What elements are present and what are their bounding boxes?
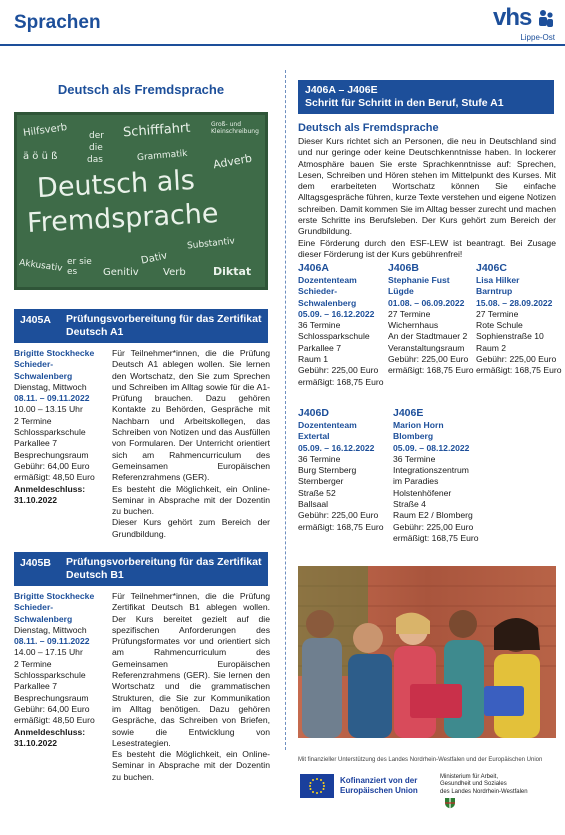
- group-code: J406E: [393, 407, 424, 419]
- location-line: Schwalenberg: [298, 297, 357, 308]
- description-paragraph: Es besteht die Möglichkeit, ein Online-Seminar in Absprache mit der Dozentin zu buchen.: [112, 483, 270, 517]
- dates: 15.08. – 28.09.2022: [476, 297, 553, 308]
- info-line: Sternberger: [298, 476, 344, 487]
- course-group-j406a: [298, 261, 388, 388]
- info-line: 27 Termine: [476, 308, 519, 319]
- course-code: J405B: [20, 557, 51, 569]
- info-line: 2 Termine: [14, 415, 52, 426]
- info-line: Holstenhöfener: [393, 487, 452, 498]
- days: Dienstag, Mittwoch: [14, 624, 87, 635]
- students-photo: [298, 566, 556, 738]
- course-header-j405a: [14, 309, 268, 343]
- course-group-j406b: [388, 261, 476, 377]
- reduced-fee: ermäßigt: 48,50 Euro: [14, 715, 95, 726]
- location-line: Lügde: [388, 286, 414, 297]
- info-line: Wichernhaus: [388, 320, 439, 331]
- fee: Gebühr: 64,00 Euro: [14, 460, 90, 471]
- reduced-fee: ermäßigt: 168,75 Euro: [476, 365, 562, 376]
- info-line: Raum E2 / Blomberg: [393, 510, 473, 521]
- course-group-j406c: [476, 261, 562, 377]
- info-line: 36 Termine: [393, 453, 436, 464]
- chalk-word: Dativ: [140, 250, 169, 267]
- course-name: Schritt für Schritt in den Beruf, Stufe A1: [305, 97, 504, 109]
- teacher: Dozententeam: [298, 275, 357, 285]
- ministry-text-line: des Landes Nordrhein-Westfalen: [440, 788, 528, 795]
- info-line: Raum 2: [476, 342, 507, 353]
- location-line: Schwalenberg: [14, 613, 73, 624]
- group-code: J406D: [298, 407, 329, 419]
- info-line: Raum 1: [298, 354, 329, 365]
- fee: Gebühr: 64,00 Euro: [14, 703, 90, 714]
- nrw-crest-icon: [444, 797, 456, 809]
- description-paragraph: Dieser Kurs gehört zum Bereich der Grundbildung.: [112, 517, 270, 539]
- chalk-word: die: [89, 143, 103, 153]
- dates: 08.11. – 09.11.2022: [14, 636, 90, 647]
- info-line: 2 Termine: [14, 658, 52, 669]
- teacher: Stephanie Fust: [388, 275, 450, 285]
- fee: Gebühr: 225,00 Euro: [298, 510, 379, 521]
- eu-text-line: Kofinanziert von der: [340, 776, 418, 785]
- fee: Gebühr: 225,00 Euro: [298, 365, 379, 376]
- fee: Gebühr: 225,00 Euro: [476, 354, 557, 365]
- info-line: 27 Termine: [388, 308, 431, 319]
- deadline-label: Anmeldeschluss:: [14, 483, 86, 494]
- right-section-heading: Deutsch als Fremdsprache: [298, 122, 439, 134]
- dates: 05.09. – 16.12.2022: [298, 442, 375, 453]
- group-code: J406A: [298, 262, 329, 274]
- teacher: Brigitte Stockhecke: [14, 348, 95, 358]
- course-meta-j405a: [14, 348, 110, 506]
- course-group-j406e: [393, 406, 493, 544]
- description-paragraph: Dieser Kurs richtet sich an Personen, die neu in Deutschland sind und nur geringe oder keine Deutschkenntnisse haben. In lockerer Atmosphäre bauen Sie erste Sprachkenntnisse auf: Sprechen, Lesen, Schreiben und Hören stehen im Mittelpunkt des Kurses. Mit dem erarbeiteten Wortschatz können Sie einfache Alltagsgespräche führen, kurze Texte verstehen und eigene Notizen schreiben. Damit kommen Sie im Alltag besser zurecht und machen erste Schritte ins Berufsleben. Der Kurs gehört zum Bereich der Grundbildung.: [298, 136, 556, 237]
- info-line: im Paradies: [393, 476, 439, 487]
- info-line: Rote Schule: [476, 320, 523, 331]
- chalk-main-line2: Fremdsprache: [26, 198, 220, 239]
- eu-logo: [300, 774, 418, 800]
- course-name: Prüfungsvorbereitung für das Zertifikat Deutsch B1: [66, 556, 262, 581]
- reduced-fee: ermäßigt: 168,75 Euro: [298, 521, 384, 532]
- teacher: Brigitte Stockhecke: [14, 591, 95, 601]
- reduced-fee: ermäßigt: 168,75 Euro: [393, 532, 479, 543]
- page-title: Sprachen: [14, 12, 101, 33]
- course-code: J405A: [20, 314, 51, 326]
- funding-text: Mit finanzieller Unterstützung des Landes Nordrhein-Westfalen und der Europäischen Union: [298, 757, 543, 763]
- chalk-word: Substantiv: [186, 236, 236, 252]
- chalk-word: Grammatik: [136, 148, 188, 164]
- course-meta-j405b: [14, 591, 110, 749]
- reduced-fee: ermäßigt: 168,75 Euro: [388, 365, 474, 376]
- location-line: Blomberg: [393, 431, 434, 442]
- location-line: Schwalenberg: [14, 370, 73, 381]
- course-code-range: J406A – J406E: [305, 84, 378, 96]
- chalk-word: ä ö ü ß: [23, 151, 58, 162]
- ministry-text-line: Ministerium für Arbeit,: [440, 774, 499, 780]
- group-code: J406B: [388, 262, 419, 274]
- chalk-word: das: [87, 155, 103, 165]
- chalk-word: er sie es: [67, 257, 92, 277]
- info-line: Parkallee 7: [14, 438, 57, 449]
- course-header-j405b: [14, 552, 268, 586]
- group-code: J406C: [476, 262, 507, 274]
- chalk-word: der: [89, 131, 104, 141]
- reduced-fee: ermäßigt: 48,50 Euro: [14, 472, 95, 483]
- dates: 08.11. – 09.11.2022: [14, 393, 90, 404]
- info-line: 36 Termine: [298, 453, 341, 464]
- left-section-heading: Deutsch als Fremdsprache: [57, 82, 225, 97]
- location-line: Schieder-: [14, 602, 54, 613]
- fee: Gebühr: 225,00 Euro: [393, 521, 474, 532]
- description-paragraph: Für Teilnehmer*innen, die die Prüfung Zertifikat Deutsch B1 ablegen wollen. Der Kurs bereitet gezielt auf die spezifischen Anforderungen des Prüfungsformates vor und orientiert sich am Rahmencurriculum des Gemeinsamen Europäischen Referenzrahmens (GER). Sie lernen den Wortschatz und die grammatischen Strukturen, die Sie zur Kommunikation im Alltag benötigen. Dazu gehören Gespräche, das Schreiben von Briefen, sowie die Entwicklung von Lesestrategien.: [112, 591, 270, 748]
- column-divider: [285, 70, 286, 750]
- deadline: 31.10.2022: [14, 737, 58, 748]
- info-line: 36 Termine: [298, 320, 341, 331]
- course-group-j406d: [298, 406, 390, 533]
- info-line: Straße 4: [393, 499, 426, 510]
- chalk-word: Verb: [163, 267, 186, 278]
- info-line: Schlossparkschule: [298, 331, 370, 342]
- logo-text: vhs: [493, 4, 532, 31]
- info-line: 10.00 – 13.15 Uhr: [14, 404, 83, 415]
- info-line: Schlossparkschule: [14, 427, 86, 438]
- info-line: Parkallee 7: [298, 342, 341, 353]
- teacher: Marion Horn: [393, 420, 444, 430]
- description-paragraph: Für Teilnehmer*innen, die die Prüfung Deutsch A1 ablegen wollen. Sie lernen den Wortschatz, den Sie zum Sprechen und Schreiben im Alltag sowie für die A1-Prüfung brauchen. Dazu gehören Kontakte zu Behörden, Gespräche mit Nachbarn und Arbeitskollegen, das Schreiben von Notizen und das Ausfüllen von Formularen. Der Unterricht orientiert sich am Rahmencurriculum des Gemeinsamen Europäischen Referenzrahmens (GER).: [112, 348, 270, 483]
- ministry-logo: [440, 774, 558, 804]
- chalk-word: Adverb: [212, 151, 253, 172]
- info-line: Veranstaltungsraum: [388, 342, 465, 353]
- description-paragraph: Es besteht die Möglichkeit, ein Online-Seminar in Absprache mit der Dozentin zu buchen.: [112, 749, 270, 782]
- reduced-fee: ermäßigt: 168,75 Euro: [298, 376, 384, 387]
- days: Dienstag, Mittwoch: [14, 381, 87, 392]
- chalk-word: Diktat: [213, 265, 252, 278]
- info-line: Besprechungsraum: [14, 692, 89, 703]
- info-line: Parkallee 7: [14, 681, 57, 692]
- chalk-main-line1: Deutsch als: [36, 164, 196, 205]
- info-line: Straße 52: [298, 487, 336, 498]
- eu-text: [340, 776, 418, 796]
- header-rule: [0, 44, 565, 46]
- dates: 05.09. – 16.12.2022: [298, 308, 375, 319]
- location-line: Barntrup: [476, 286, 513, 297]
- chalkboard-image: [14, 112, 268, 290]
- info-line: Besprechungsraum: [14, 449, 89, 460]
- page-header: [0, 0, 565, 50]
- location-line: Extertal: [298, 431, 330, 442]
- fee: Gebühr: 225,00 Euro: [388, 354, 469, 365]
- info-line: An der Stadtmauer 2: [388, 331, 468, 342]
- ministry-text: [440, 774, 528, 796]
- course-description-j405a: [112, 348, 270, 540]
- teacher: Lisa Hilker: [476, 275, 520, 285]
- funding-note: Eine Förderung durch den ESF-LEW ist beantragt. Bei Zusage dieser Förderung ist der Kurs gebührenfrei!: [298, 237, 556, 259]
- info-line: Integrationszentrum: [393, 465, 469, 476]
- teacher: Dozententeam: [298, 420, 357, 430]
- vhs-logo: [493, 6, 555, 42]
- chalk-word: Schifffahrt: [122, 120, 191, 141]
- logo-region: Lippe-Ost: [520, 33, 555, 42]
- info-line: Sophienstraße 10: [476, 331, 544, 342]
- course-description-j405b: [112, 591, 270, 783]
- eu-text-line: Europäischen Union: [340, 786, 418, 795]
- location-line: Schieder-: [14, 359, 54, 370]
- eu-flag-icon: [300, 774, 334, 798]
- info-line: 14.00 – 17.15 Uhr: [14, 647, 83, 658]
- course-description-j406: [298, 136, 556, 260]
- dates: 01.08. – 06.09.2022: [388, 297, 465, 308]
- info-line: Ballsaal: [298, 499, 329, 510]
- chalk-word: Genitiv: [103, 267, 139, 278]
- info-line: Burg Sternberg: [298, 465, 357, 476]
- chalk-word: Groß- und Kleinschreibung: [211, 121, 259, 135]
- info-line: Schlossparkschule: [14, 670, 86, 681]
- location-line: Schieder-: [298, 286, 338, 297]
- course-name: Prüfungsvorbereitung für das Zertifikat Deutsch A1: [66, 313, 262, 338]
- chalk-word: Akkusativ: [18, 258, 64, 274]
- chalk-word: Hilfsverb: [22, 121, 68, 140]
- dates: 05.09. – 08.12.2022: [393, 442, 470, 453]
- ministry-text-line: Gesundheit und Soziales: [440, 781, 507, 788]
- deadline-label: Anmeldeschluss:: [14, 726, 86, 737]
- people-icon: [537, 8, 555, 32]
- course-header-j406: [298, 80, 554, 114]
- deadline: 31.10.2022: [14, 494, 58, 505]
